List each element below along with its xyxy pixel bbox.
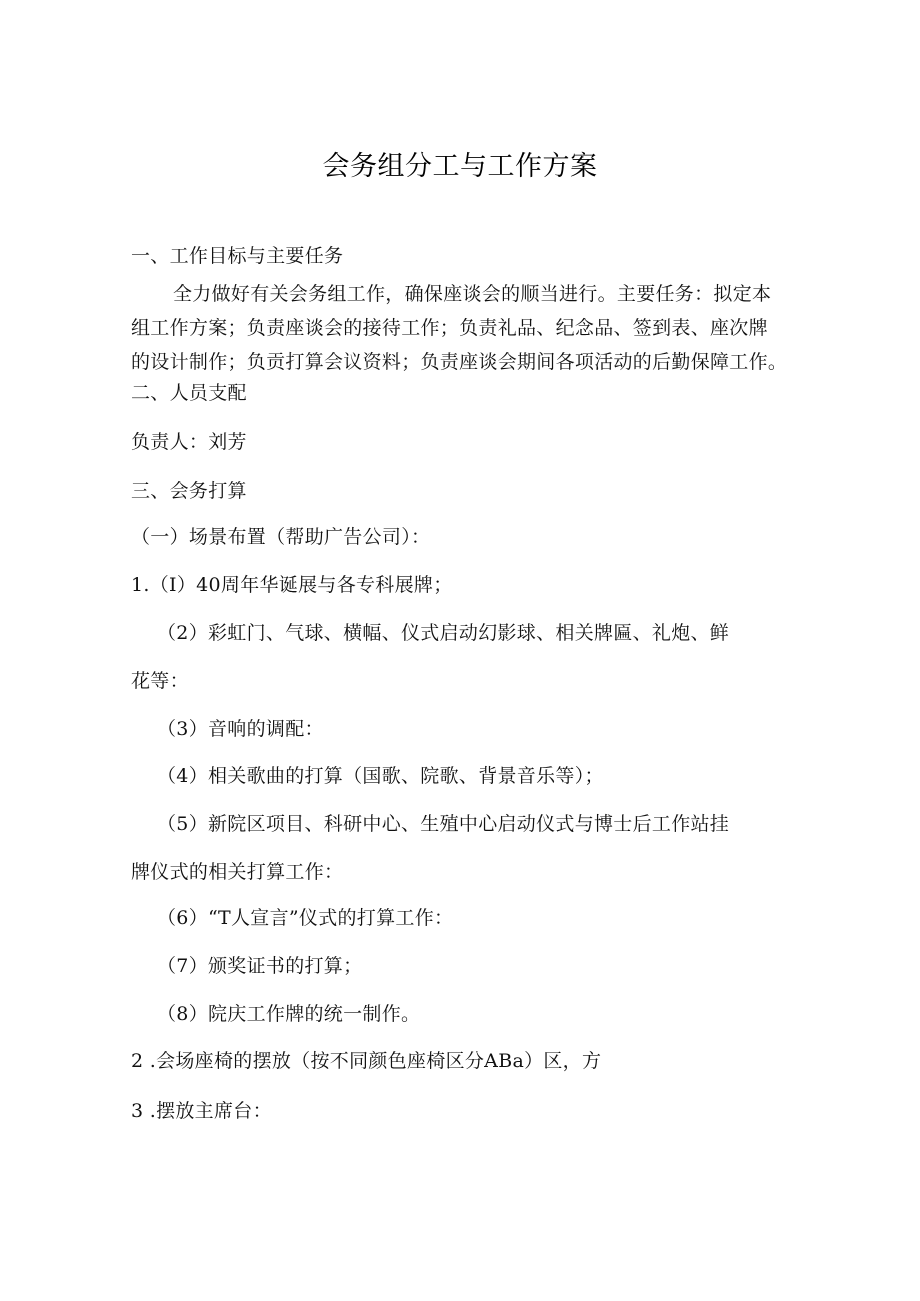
item-1-2-line-1: （2）彩虹门、气球、横幅、仪式启动幻影球、相关牌匾、礼炮、鲜 [157, 622, 730, 644]
section-2-person: 负责人：刘芳 [131, 431, 247, 453]
item-1-3: （3）音响的调配： [157, 718, 324, 740]
section-1-paragraph-line-3: 的设计制作；负贡打算会议资料；负责座谈会期间各项活动的后勤保障工作。 [131, 351, 788, 373]
item-1-2-line-2: 花等： [131, 670, 189, 692]
section-3-heading: 三、会务打算 [131, 480, 247, 502]
item-3: 3 .摆放主席台： [131, 1100, 272, 1122]
section-1-paragraph-line-1: 全力做好有关会务组工作，确保座谈会的顺当进行。主要任务：拟定本 [173, 283, 772, 305]
item-1-4: （4）相关歌曲的打算（国歌、院歌、背景音乐等）； [157, 765, 604, 787]
item-1-line: 1.（I）40周年华诞展与各专科展牌； [131, 574, 453, 596]
item-1-7: （7）颁奖证书的打算； [157, 955, 363, 977]
item-1-6: （6）“T人宣言”仪式的打算工作： [157, 907, 454, 929]
item-1-5-line-1: （5）新院区项目、科研中心、生殖中心启动仪式与博士后工作站挂 [157, 813, 730, 835]
item-2: 2 .会场座椅的摆放（按不同颜色座椅区分ABa）区，方 [131, 1050, 602, 1072]
subsection-1-heading: （一）场景布置（帮助广告公司）： [131, 526, 431, 548]
item-1-5-line-2: 牌仪式的相关打算工作： [131, 861, 344, 883]
section-1-paragraph-line-2: 组工作方案；负责座谈会的接待工作；负责礼品、纪念品、签到表、座次牌 [131, 317, 768, 339]
item-1-8: （8）院庆工作牌的统一制作。 [157, 1003, 421, 1025]
section-1-heading: 一、工作目标与主要任务 [131, 245, 344, 267]
document-title: 会务组分工与工作方案 [322, 151, 598, 182]
section-2-heading: 二、人员支配 [131, 382, 247, 404]
